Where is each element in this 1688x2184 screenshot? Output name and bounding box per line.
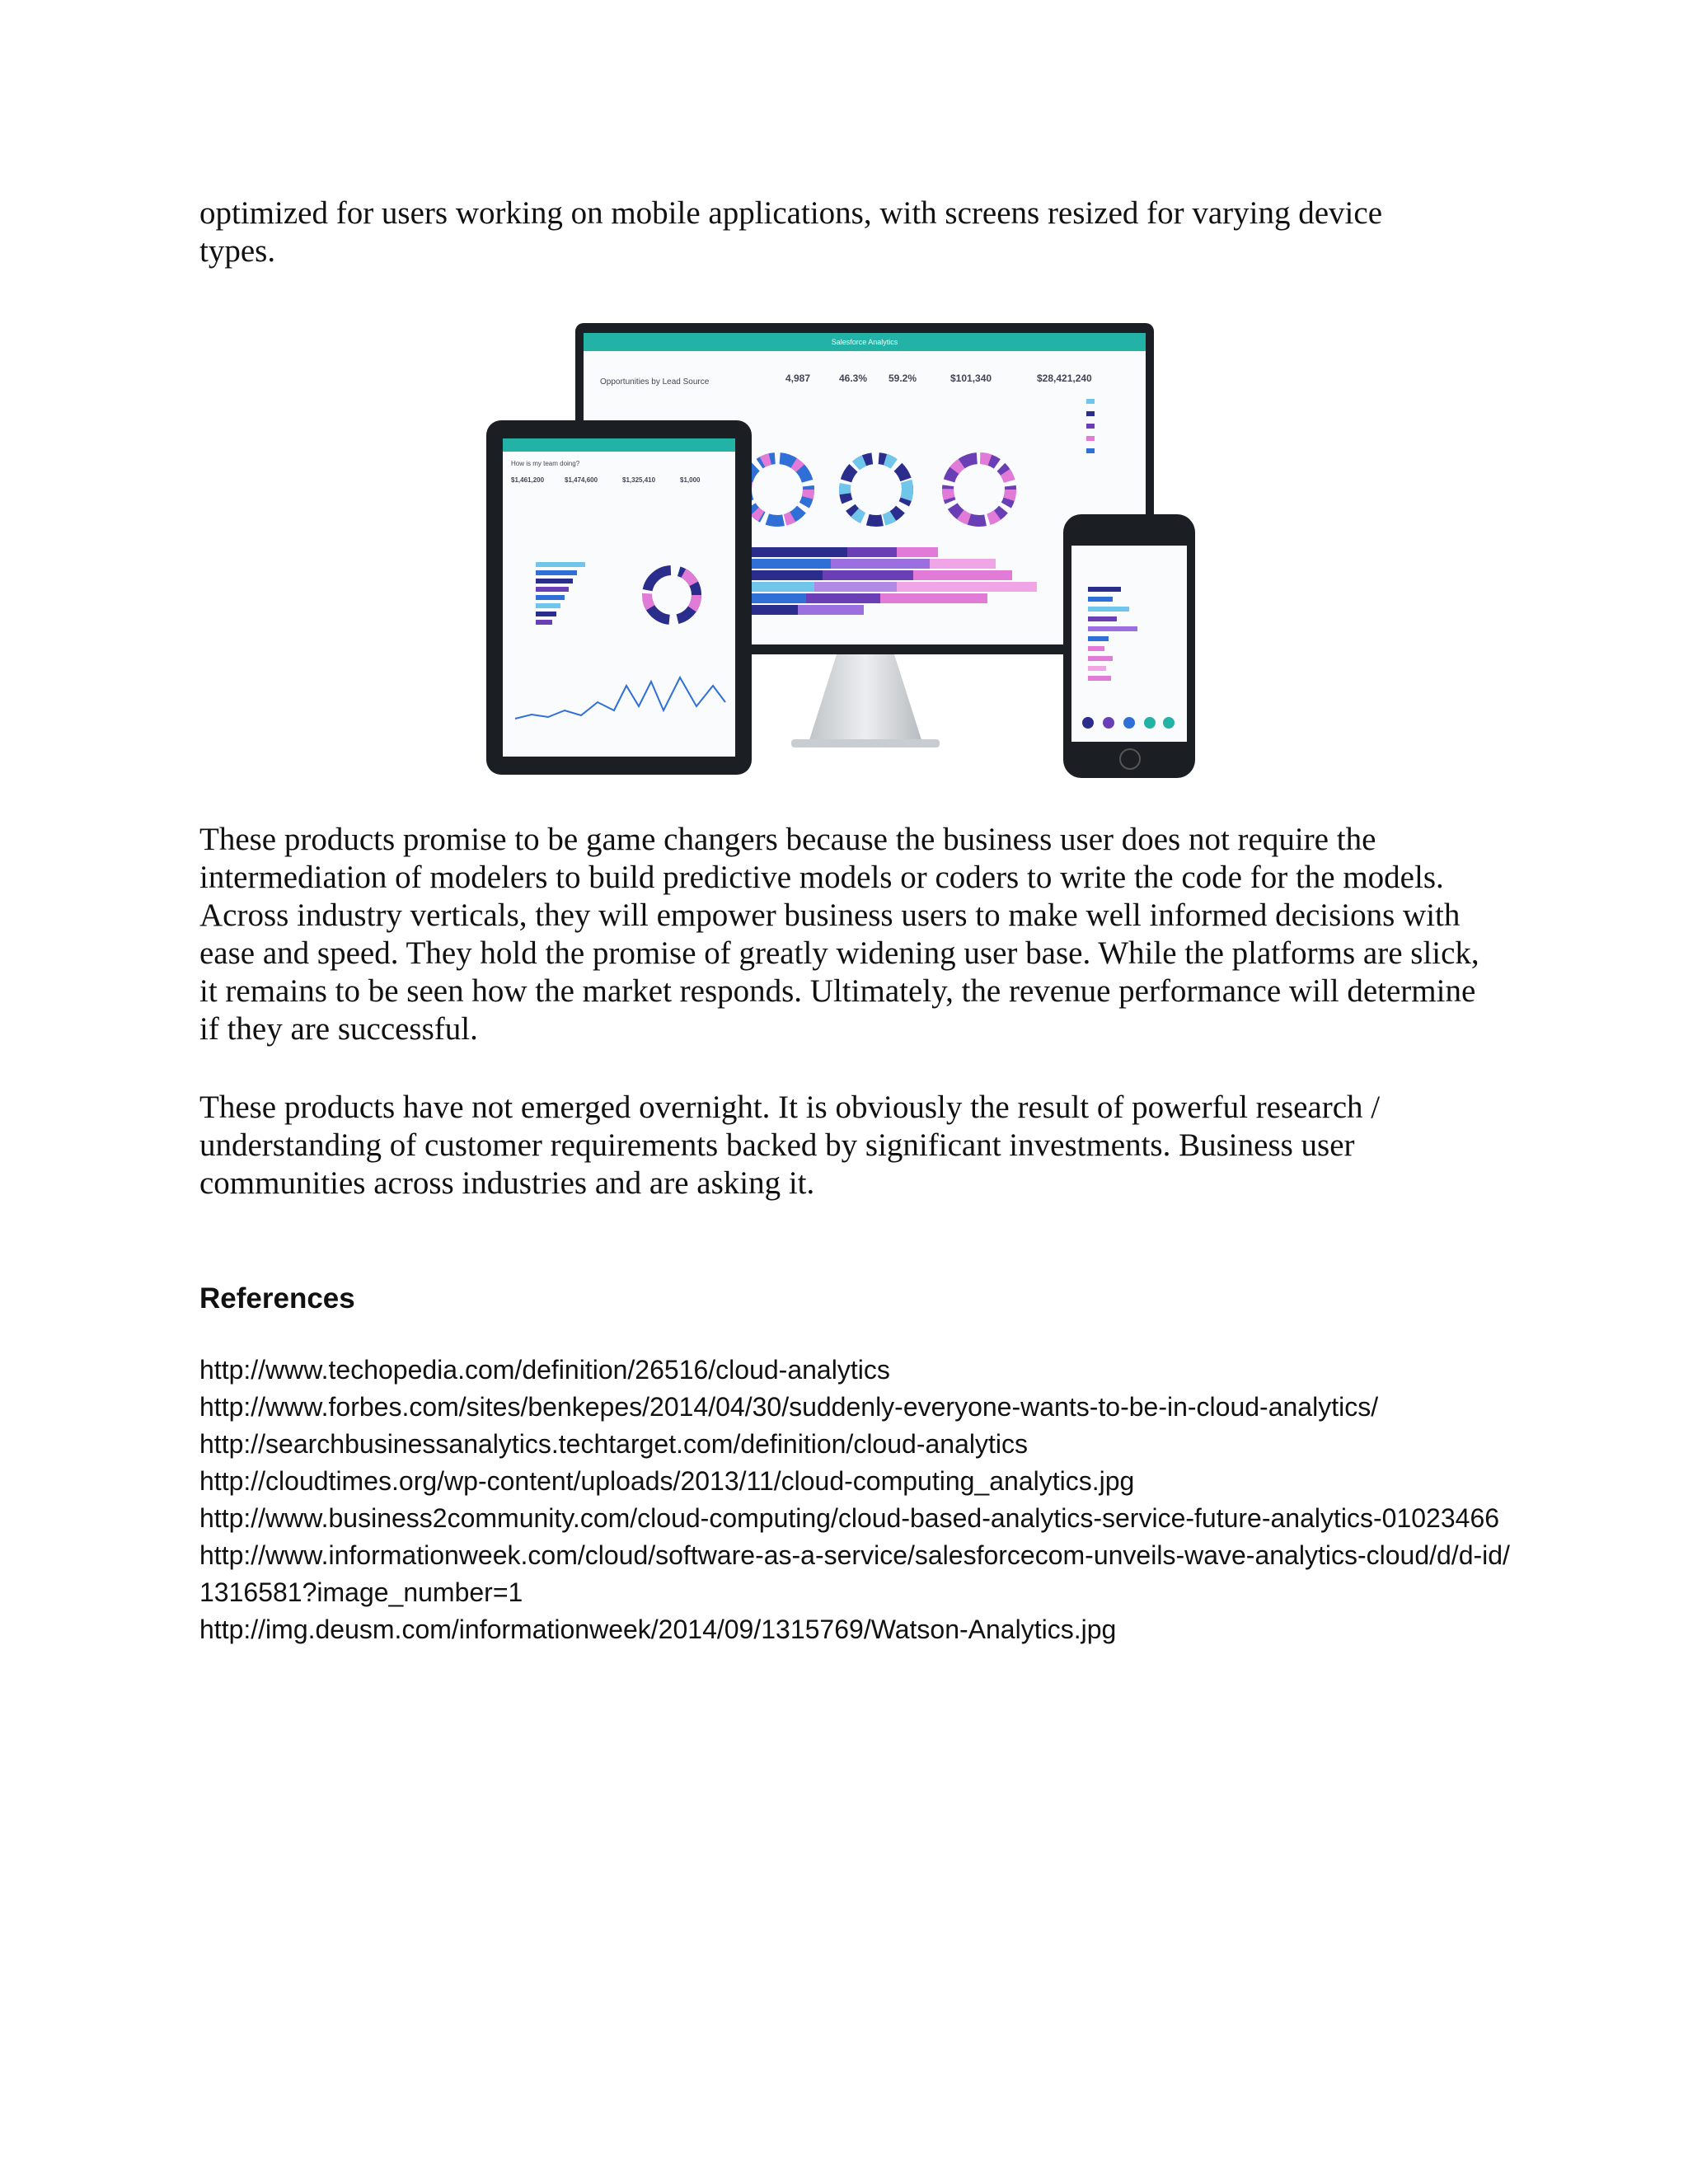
desktop-kpi-5: $28,421,240 (1037, 373, 1092, 384)
tablet-title: How is my team doing? (511, 460, 580, 467)
phone-screen (1071, 546, 1187, 742)
reference-link[interactable]: http://img.deusm.com/informationweek/2014/09/1315769/Watson-Analytics.jpg (199, 1615, 1117, 1644)
tablet-kpi-2: $1,474,600 (565, 476, 598, 484)
desktop-kpi-1: 4,987 (785, 373, 811, 384)
reference-link[interactable]: http://www.business2community.com/cloud-computing/cloud-based-analytics-service-future-analytics-01023466 (199, 1503, 1500, 1533)
desktop-header: Salesforce Analytics (584, 333, 1146, 351)
tablet-screen (503, 438, 735, 757)
desktop-subtitle: Opportunities by Lead Source (600, 377, 710, 387)
tablet-kpi-3: $1,325,410 (622, 476, 656, 484)
tablet-charts (503, 438, 735, 757)
tablet-device (486, 420, 752, 775)
reference-link[interactable]: http://searchbusinessanalytics.techtarget.com/definition/cloud-analytics (199, 1429, 1028, 1459)
reference-link[interactable]: http://www.informationweek.com/cloud/software-as-a-service/salesforcecom-unveils-wave-analytics-cloud/d/d-id/1316581?image_number=1 (199, 1540, 1510, 1607)
references-heading: References (199, 1282, 355, 1315)
references-list (199, 1352, 1518, 1648)
reference-link[interactable]: http://www.forbes.com/sites/benkepes/2014/04/30/suddenly-everyone-wants-to-be-in-cloud-analytics/ (199, 1392, 1379, 1422)
tablet-kpi-1: $1,461,200 (511, 476, 545, 484)
phone-charts (1071, 546, 1187, 742)
intro-paragraph: optimized for users working on mobile applications, with screens resized for varying device types. (199, 195, 1383, 269)
tablet-kpi-4: $1,000 (680, 476, 701, 484)
desktop-kpi-4: $101,340 (950, 373, 992, 384)
desktop-kpi-2: 46.3% (839, 373, 868, 384)
phone-home-button (1119, 748, 1141, 770)
desktop-kpi-3: 59.2% (889, 373, 917, 384)
phone-device (1063, 514, 1195, 778)
monitor-stand (808, 654, 923, 745)
dashboard-devices-figure (478, 323, 1205, 780)
monitor-base (791, 739, 940, 748)
reference-link[interactable]: http://www.techopedia.com/definition/26516/cloud-analytics (199, 1355, 890, 1385)
paragraph-not-overnight: These products have not emerged overnight. It is obviously the result of powerful research / understanding of customer requirements backed by significant investments. Business user communities across industries and are asking it. (199, 1090, 1381, 1201)
reference-link[interactable]: http://cloudtimes.org/wp-content/uploads/2013/11/cloud-computing_analytics.jpg (199, 1466, 1135, 1496)
paragraph-game-changers: These products promise to be game changers because the business user does not require the intermediation of modelers to build predictive models or coders to write the code for the models. Across industry verticals, they will empower business users to make well informed decisions with ease and speed. They hold the promise of greatly widening user base. While the platforms are slick, it remains to be seen how the market responds. Ultimately, the revenue performance will determine if they are successful. (199, 822, 1479, 1047)
